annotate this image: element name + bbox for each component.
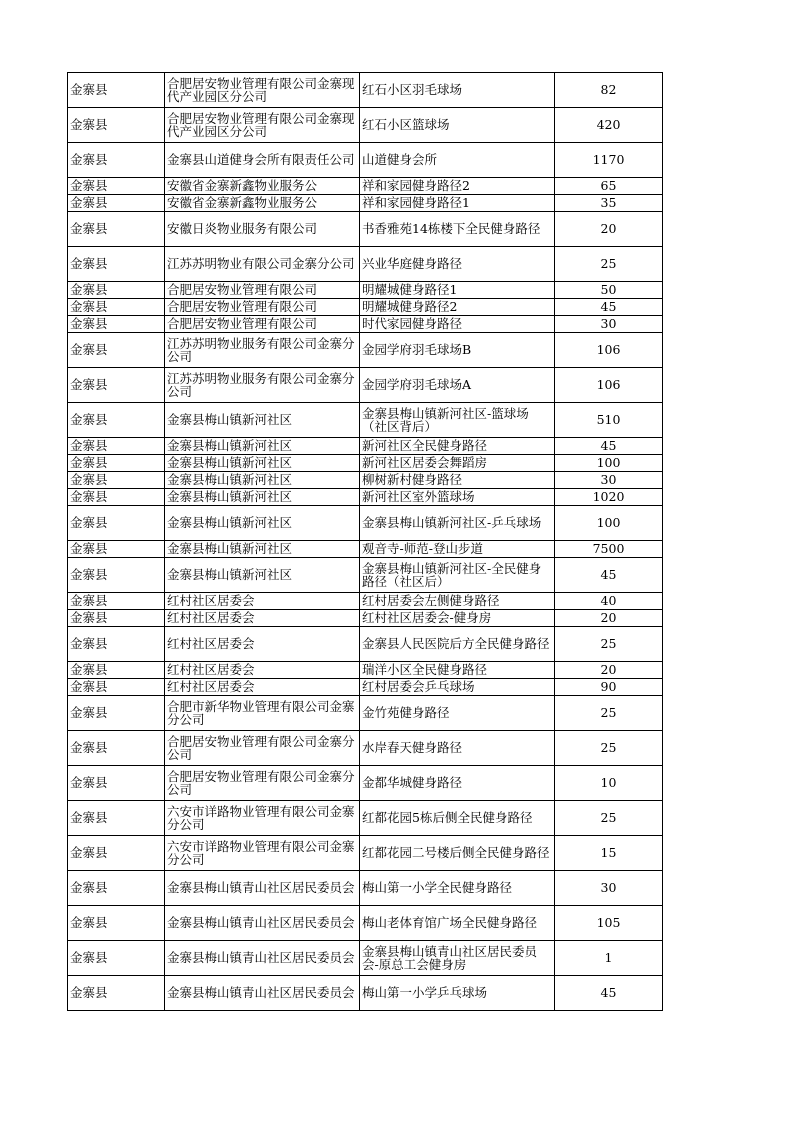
table-row xyxy=(68,403,663,438)
venue-cell: 金寨县梅山镇新河社区-篮球场（社区背后） xyxy=(360,403,555,438)
unit-cell: 红村社区居委会 xyxy=(165,610,360,627)
county-cell: 金寨县 xyxy=(68,316,165,333)
area-cell: 105 xyxy=(555,906,663,941)
area-cell: 20 xyxy=(555,610,663,627)
unit-cell: 金寨县梅山镇新河社区 xyxy=(165,506,360,541)
venue-cell: 祥和家园健身路径1 xyxy=(360,195,555,212)
area-cell: 65 xyxy=(555,178,663,195)
unit-cell: 金寨县梅山镇青山社区居民委员会 xyxy=(165,976,360,1011)
table-row xyxy=(68,871,663,906)
venue-cell: 红村居委会左侧健身路径 xyxy=(360,593,555,610)
table-row xyxy=(68,178,663,195)
venue-cell: 明耀城健身路径1 xyxy=(360,282,555,299)
area-cell: 25 xyxy=(555,731,663,766)
unit-cell: 合肥居安物业管理有限公司 xyxy=(165,299,360,316)
county-cell: 金寨县 xyxy=(68,282,165,299)
venue-cell: 金园学府羽毛球场A xyxy=(360,368,555,403)
venue-cell: 金寨县人民医院后方全民健身路径 xyxy=(360,627,555,662)
county-cell: 金寨县 xyxy=(68,195,165,212)
unit-cell: 金寨县梅山镇新河社区 xyxy=(165,541,360,558)
county-cell: 金寨县 xyxy=(68,472,165,489)
venue-cell: 金园学府羽毛球场B xyxy=(360,333,555,368)
table-row xyxy=(68,472,663,489)
area-cell: 45 xyxy=(555,976,663,1011)
table-row xyxy=(68,489,663,506)
venue-cell: 红都花园5栋后侧全民健身路径 xyxy=(360,801,555,836)
county-cell: 金寨县 xyxy=(68,455,165,472)
area-cell: 100 xyxy=(555,455,663,472)
county-cell: 金寨县 xyxy=(68,662,165,679)
table-row xyxy=(68,731,663,766)
venue-cell: 时代家园健身路径 xyxy=(360,316,555,333)
area-cell: 1170 xyxy=(555,143,663,178)
unit-cell: 安徽省金寨新鑫物业服务公 xyxy=(165,178,360,195)
table-row xyxy=(68,282,663,299)
area-cell: 30 xyxy=(555,472,663,489)
venue-cell: 金都华城健身路径 xyxy=(360,766,555,801)
venue-cell: 红石小区羽毛球场 xyxy=(360,73,555,108)
county-cell: 金寨县 xyxy=(68,489,165,506)
unit-cell: 江苏苏明物业服务有限公司金寨分公司 xyxy=(165,333,360,368)
table-row xyxy=(68,941,663,976)
unit-cell: 安徽日炎物业服务有限公司 xyxy=(165,212,360,247)
area-cell: 25 xyxy=(555,801,663,836)
table-row xyxy=(68,73,663,108)
county-cell: 金寨县 xyxy=(68,212,165,247)
unit-cell: 金寨县梅山镇新河社区 xyxy=(165,403,360,438)
venue-cell: 红石小区篮球场 xyxy=(360,108,555,143)
venue-cell: 新河社区室外篮球场 xyxy=(360,489,555,506)
unit-cell: 江苏苏明物业有限公司金寨分公司 xyxy=(165,247,360,282)
county-cell: 金寨县 xyxy=(68,627,165,662)
area-cell: 106 xyxy=(555,368,663,403)
table-row xyxy=(68,679,663,696)
table-row xyxy=(68,662,663,679)
unit-cell: 金寨县梅山镇新河社区 xyxy=(165,438,360,455)
venue-cell: 红村居委会乒乓球场 xyxy=(360,679,555,696)
table-row xyxy=(68,541,663,558)
area-cell: 30 xyxy=(555,316,663,333)
unit-cell: 合肥市新华物业管理有限公司金寨分公司 xyxy=(165,696,360,731)
county-cell: 金寨县 xyxy=(68,766,165,801)
county-cell: 金寨县 xyxy=(68,108,165,143)
venue-cell: 红都花园二号楼后侧全民健身路径 xyxy=(360,836,555,871)
venue-cell: 梅山第一小学乒乓球场 xyxy=(360,976,555,1011)
unit-cell: 合肥居安物业管理有限公司金寨现代产业园区分公司 xyxy=(165,108,360,143)
table-row xyxy=(68,506,663,541)
area-cell: 100 xyxy=(555,506,663,541)
unit-cell: 合肥居安物业管理有限公司金寨现代产业园区分公司 xyxy=(165,73,360,108)
table-row xyxy=(68,558,663,593)
venue-cell: 山道健身会所 xyxy=(360,143,555,178)
venue-cell: 明耀城健身路径2 xyxy=(360,299,555,316)
venue-cell: 金寨县梅山镇青山社区居民委员会-原总工会健身房 xyxy=(360,941,555,976)
area-cell: 25 xyxy=(555,696,663,731)
county-cell: 金寨县 xyxy=(68,143,165,178)
area-cell: 1 xyxy=(555,941,663,976)
venue-table-body xyxy=(68,73,663,1011)
county-cell: 金寨县 xyxy=(68,333,165,368)
county-cell: 金寨县 xyxy=(68,906,165,941)
county-cell: 金寨县 xyxy=(68,403,165,438)
table-row xyxy=(68,316,663,333)
area-cell: 10 xyxy=(555,766,663,801)
table-row xyxy=(68,333,663,368)
unit-cell: 金寨县梅山镇青山社区居民委员会 xyxy=(165,871,360,906)
table-row xyxy=(68,143,663,178)
table-row xyxy=(68,610,663,627)
table-row xyxy=(68,299,663,316)
venue-cell: 梅山第一小学全民健身路径 xyxy=(360,871,555,906)
venue-cell: 柳树新村健身路径 xyxy=(360,472,555,489)
venue-cell: 新河社区居委会舞蹈房 xyxy=(360,455,555,472)
venue-cell: 梅山老体育馆广场全民健身路径 xyxy=(360,906,555,941)
county-cell: 金寨县 xyxy=(68,696,165,731)
area-cell: 106 xyxy=(555,333,663,368)
venue-cell: 金竹苑健身路径 xyxy=(360,696,555,731)
unit-cell: 红村社区居委会 xyxy=(165,627,360,662)
area-cell: 420 xyxy=(555,108,663,143)
area-cell: 45 xyxy=(555,299,663,316)
area-cell: 25 xyxy=(555,627,663,662)
unit-cell: 合肥居安物业管理有限公司 xyxy=(165,316,360,333)
county-cell: 金寨县 xyxy=(68,506,165,541)
unit-cell: 合肥居安物业管理有限公司 xyxy=(165,282,360,299)
unit-cell: 江苏苏明物业服务有限公司金寨分公司 xyxy=(165,368,360,403)
table-row xyxy=(68,368,663,403)
venue-cell: 祥和家园健身路径2 xyxy=(360,178,555,195)
unit-cell: 红村社区居委会 xyxy=(165,662,360,679)
venue-cell: 红村社区居委会-健身房 xyxy=(360,610,555,627)
area-cell: 30 xyxy=(555,871,663,906)
county-cell: 金寨县 xyxy=(68,178,165,195)
table-row xyxy=(68,836,663,871)
county-cell: 金寨县 xyxy=(68,871,165,906)
area-cell: 45 xyxy=(555,438,663,455)
area-cell: 40 xyxy=(555,593,663,610)
table-row xyxy=(68,195,663,212)
unit-cell: 金寨县梅山镇新河社区 xyxy=(165,455,360,472)
venue-table xyxy=(67,72,663,1011)
area-cell: 7500 xyxy=(555,541,663,558)
area-cell: 15 xyxy=(555,836,663,871)
county-cell: 金寨县 xyxy=(68,679,165,696)
county-cell: 金寨县 xyxy=(68,976,165,1011)
unit-cell: 六安市详路物业管理有限公司金寨分公司 xyxy=(165,801,360,836)
table-row xyxy=(68,627,663,662)
table-row xyxy=(68,801,663,836)
area-cell: 35 xyxy=(555,195,663,212)
unit-cell: 红村社区居委会 xyxy=(165,593,360,610)
unit-cell: 金寨县梅山镇青山社区居民委员会 xyxy=(165,941,360,976)
unit-cell: 合肥居安物业管理有限公司金寨分公司 xyxy=(165,766,360,801)
county-cell: 金寨县 xyxy=(68,593,165,610)
venue-cell: 瑞洋小区全民健身路径 xyxy=(360,662,555,679)
venue-cell: 观音寺-师范-登山步道 xyxy=(360,541,555,558)
area-cell: 25 xyxy=(555,247,663,282)
area-cell: 82 xyxy=(555,73,663,108)
county-cell: 金寨县 xyxy=(68,541,165,558)
county-cell: 金寨县 xyxy=(68,247,165,282)
area-cell: 45 xyxy=(555,558,663,593)
table-row xyxy=(68,108,663,143)
venue-cell: 书香雅苑14栋楼下全民健身路径 xyxy=(360,212,555,247)
table-row xyxy=(68,247,663,282)
county-cell: 金寨县 xyxy=(68,941,165,976)
county-cell: 金寨县 xyxy=(68,610,165,627)
table-row xyxy=(68,455,663,472)
venue-cell: 兴业华庭健身路径 xyxy=(360,247,555,282)
county-cell: 金寨县 xyxy=(68,558,165,593)
unit-cell: 安徽省金寨新鑫物业服务公 xyxy=(165,195,360,212)
unit-cell: 金寨县山道健身会所有限责任公司 xyxy=(165,143,360,178)
county-cell: 金寨县 xyxy=(68,801,165,836)
table-row xyxy=(68,438,663,455)
venue-cell: 金寨县梅山镇新河社区-乒乓球场 xyxy=(360,506,555,541)
county-cell: 金寨县 xyxy=(68,836,165,871)
table-row xyxy=(68,976,663,1011)
area-cell: 90 xyxy=(555,679,663,696)
unit-cell: 金寨县梅山镇新河社区 xyxy=(165,558,360,593)
unit-cell: 金寨县梅山镇新河社区 xyxy=(165,472,360,489)
county-cell: 金寨县 xyxy=(68,438,165,455)
unit-cell: 六安市详路物业管理有限公司金寨分公司 xyxy=(165,836,360,871)
county-cell: 金寨县 xyxy=(68,299,165,316)
county-cell: 金寨县 xyxy=(68,73,165,108)
unit-cell: 金寨县梅山镇青山社区居民委员会 xyxy=(165,906,360,941)
area-cell: 20 xyxy=(555,212,663,247)
area-cell: 20 xyxy=(555,662,663,679)
unit-cell: 红村社区居委会 xyxy=(165,679,360,696)
area-cell: 510 xyxy=(555,403,663,438)
unit-cell: 金寨县梅山镇新河社区 xyxy=(165,489,360,506)
venue-cell: 水岸春天健身路径 xyxy=(360,731,555,766)
unit-cell: 合肥居安物业管理有限公司金寨分公司 xyxy=(165,731,360,766)
table-row xyxy=(68,593,663,610)
table-row xyxy=(68,766,663,801)
venue-cell: 新河社区全民健身路径 xyxy=(360,438,555,455)
area-cell: 50 xyxy=(555,282,663,299)
county-cell: 金寨县 xyxy=(68,368,165,403)
venue-cell: 金寨县梅山镇新河社区-全民健身路径（社区后） xyxy=(360,558,555,593)
area-cell: 1020 xyxy=(555,489,663,506)
table-row xyxy=(68,696,663,731)
county-cell: 金寨县 xyxy=(68,731,165,766)
table-row xyxy=(68,906,663,941)
table-row xyxy=(68,212,663,247)
